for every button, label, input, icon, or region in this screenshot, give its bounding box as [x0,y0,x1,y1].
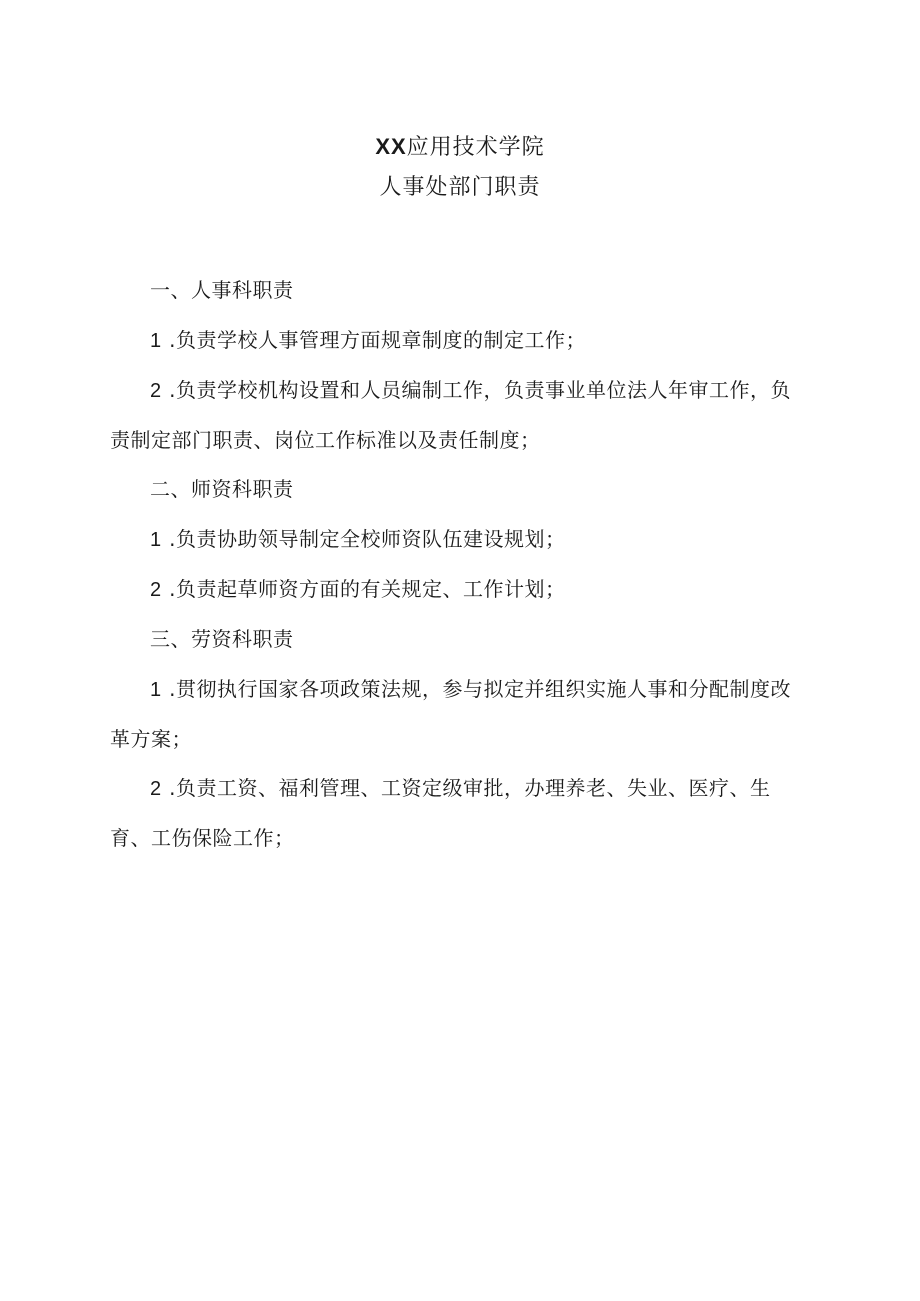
item-number: 1 [150,330,170,352]
item-number: 2 [150,380,170,402]
document-title [0,127,920,168]
duty-item [110,665,800,764]
item-number: 1 [150,529,170,551]
section-heading-personnel: 一、人事科职责 [150,278,294,302]
duty-item [110,316,800,366]
title-block [0,127,920,208]
item-text: .贯彻执行国家各项政策法规，参与拟定并组织实施人事和分配制度改革方案； [110,677,791,751]
title-latin: XX [375,134,407,159]
item-text: .负责工资、福利管理、工资定级审批，办理养老、失业、医疗、生育、工伤保险工作； [110,776,771,850]
document-subtitle: 人事处部门职责 [379,175,541,200]
duty-item [110,764,800,863]
duty-item [110,515,800,565]
section-heading-faculty: 二、师资科职责 [150,477,294,501]
item-number: 2 [150,778,170,800]
item-number: 1 [150,679,170,701]
document-body [110,266,800,863]
item-text: .负责起草师资方面的有关规定、工作计划； [169,577,566,601]
section-heading-labor: 三、劳资科职责 [150,627,294,651]
duty-item [110,565,800,615]
duty-item [110,366,800,465]
item-text: .负责学校机构设置和人员编制工作，负责事业单位法人年审工作，负责制定部门职责、岗位工作标准以及责任制度； [110,378,791,452]
title-text: 应用技术学院 [406,135,545,160]
item-text: .负责协助领导制定全校师资队伍建设规划； [169,527,566,551]
item-number: 2 [150,579,170,601]
item-text: .负责学校人事管理方面规章制度的制定工作； [169,328,586,352]
